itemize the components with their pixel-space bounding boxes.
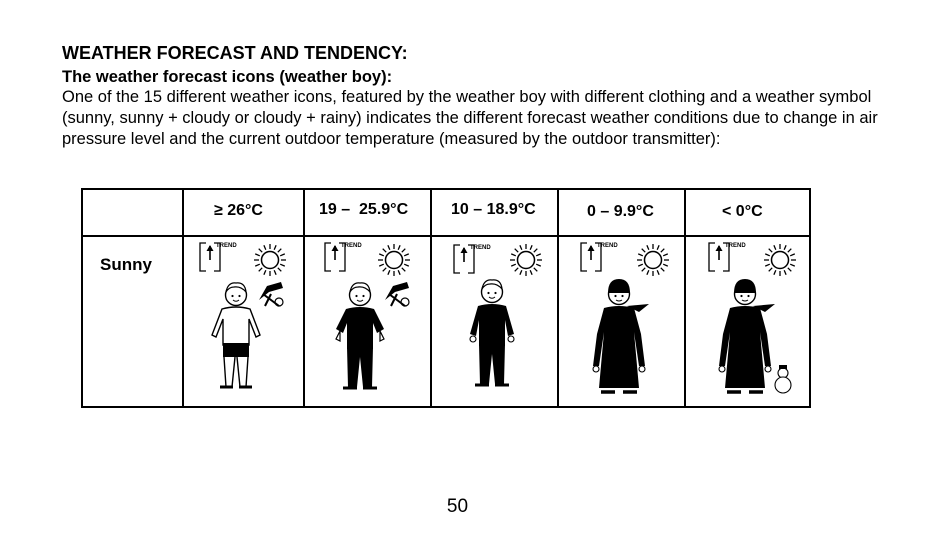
weather-icons <box>81 188 811 408</box>
page-number: 50 <box>446 496 469 517</box>
column-header-19-25: 19 – 25.9°C <box>319 201 409 218</box>
section-heading: WEATHER FORECAST AND TENDENCY: <box>62 43 408 63</box>
weather-boy-winter-coat-icon <box>719 279 775 392</box>
trend-label: TREND <box>216 243 237 249</box>
trend-label: TREND <box>725 243 746 249</box>
column-header-lt0: < 0°C <box>722 203 763 220</box>
description-paragraph: One of the 15 different weather icons, featured by the weather boy with different clothing and a weather symbol (sunny, sunny + cloudy or cloudy + rainy) indicates the different forecast weather conditions due to change in air pressure level and the current outdoor temperature (measured by the outdoor transmitter): <box>62 88 878 148</box>
sun-icon <box>378 244 410 276</box>
column-header-ge26: ≥ 26°C <box>214 202 263 219</box>
trend-label: TREND <box>470 245 491 251</box>
subsection-heading: The weather forecast icons (weather boy): <box>62 68 393 86</box>
forecast-icon-table <box>81 188 811 408</box>
column-header-10-18: 10 – 18.9°C <box>451 201 536 218</box>
sun-icon <box>254 244 286 276</box>
snowman-icon <box>775 365 791 393</box>
deck-chair-icon <box>385 282 409 306</box>
weather-boy-winter-coat-icon <box>593 279 649 392</box>
sun-icon <box>637 244 669 276</box>
weather-boy-swim-trunks-icon <box>212 283 260 387</box>
row-label-sunny: Sunny <box>100 255 152 274</box>
sun-icon <box>510 244 542 276</box>
weather-boy-tshirt-icon <box>336 283 384 388</box>
column-header-0-9: 0 – 9.9°C <box>587 203 654 220</box>
weather-boy-long-sleeves-icon <box>470 280 514 385</box>
deck-chair-icon <box>259 282 283 306</box>
trend-label: TREND <box>341 243 362 249</box>
trend-label: TREND <box>597 243 618 249</box>
sun-icon <box>764 244 796 276</box>
